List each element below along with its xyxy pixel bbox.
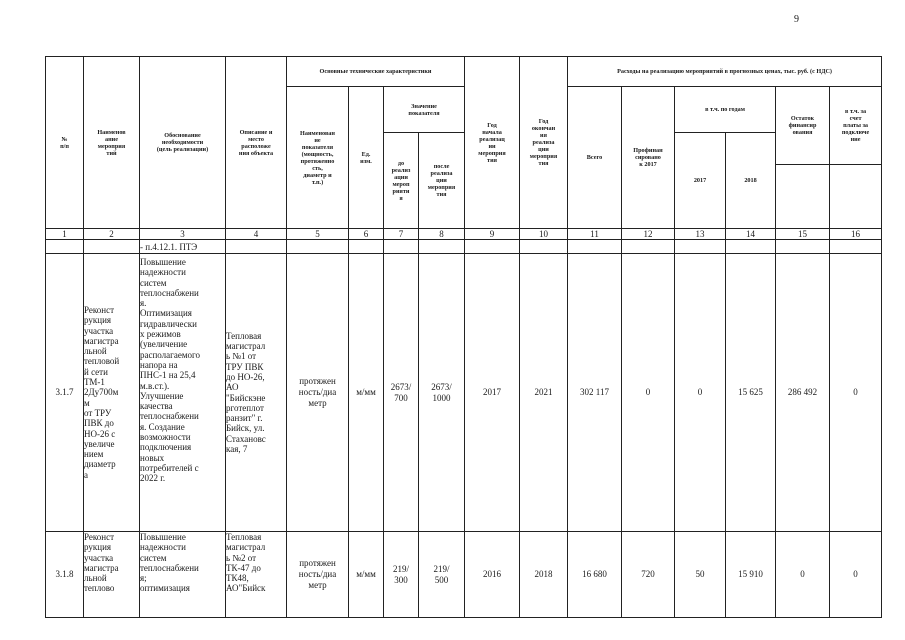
column-numbers-row [46,229,882,240]
column-number: 6 [349,229,384,240]
header-financed: Профинан сировано к 2017 [622,87,675,229]
header-remaining-fill [776,165,830,229]
indicator-name: протяжен ность/диа метр [287,254,349,532]
total-cost: 16 680 [568,532,622,618]
column-number: 3 [140,229,226,240]
cost-2017: 50 [675,532,726,618]
connection-fee: 0 [830,532,882,618]
indicator-name: протяжен ность/диа метр [287,532,349,618]
table-row [46,254,882,532]
measure-name: Реконст рукция участка магистра льной тепловой й сети ТМ-1 2Ду700м м от ТРУ ПВК до НО-26 с увеличе нием диаметр а [84,254,140,532]
measure-justification: Повышение надежности систем теплоснабжени я; оптимизация [140,532,226,618]
financed-amount: 720 [622,532,675,618]
column-number: 2 [84,229,140,240]
total-cost: 302 117 [568,254,622,532]
start-year: 2016 [465,532,520,618]
unit: м/мм [349,254,384,532]
header-year-2017: 2017 [675,133,726,229]
header-justification: Обоснование необходимости (цель реализации) [140,57,226,229]
carry-over-text: - п.4.12.1. ПТЭ [140,240,226,254]
header-tech-characteristics: Основные технические характеристики [287,57,465,87]
row-number: 3.1.7 [46,254,84,532]
investment-program-table [45,56,882,618]
empty-cell [675,240,726,254]
cost-2018: 15 910 [726,532,776,618]
remaining-financing: 286 492 [776,254,830,532]
header-by-years: в т.ч. по годам [675,87,776,133]
header-num: № п/п [46,57,84,229]
column-number: 14 [726,229,776,240]
header-year-2018: 2018 [726,133,776,229]
value-after: 219/ 500 [419,532,465,618]
column-number: 13 [675,229,726,240]
object-description: Тепловая магистрал ь №1 от ТРУ ПВК до НО-26, АО "Бийскэне рготеплот ранзит" г. Бийск, ул. Стахановс кая, 7 [226,254,287,532]
empty-cell [84,240,140,254]
page-number: 9 [794,14,799,25]
cost-2018: 15 625 [726,254,776,532]
column-number: 8 [419,229,465,240]
empty-cell [520,240,568,254]
value-before: 2673/ 700 [384,254,419,532]
empty-cell [46,240,84,254]
object-description: Тепловая магистрал ь №2 от ТК-47 до ТК48, АО"Бийск [226,532,287,618]
header-value-after: после реализа ции мероприя тия [419,133,465,229]
empty-cell [568,240,622,254]
unit: м/мм [349,532,384,618]
start-year: 2017 [465,254,520,532]
value-after: 2673/ 1000 [419,254,465,532]
column-number: 10 [520,229,568,240]
column-number: 9 [465,229,520,240]
empty-cell [419,240,465,254]
column-number: 12 [622,229,675,240]
connection-fee: 0 [830,254,882,532]
empty-cell [384,240,419,254]
value-before: 219/ 300 [384,532,419,618]
empty-cell [465,240,520,254]
measure-name: Реконст рукция участка магистра льной теплово [84,532,140,618]
header-unit: Ед. изм. [349,87,384,229]
header-name: Наименов ание мероприя тий [84,57,140,229]
empty-cell [622,240,675,254]
measure-justification: Повышение надежности систем теплоснабжени я. Оптимизация гидравлически х режимов (увеличение располагаемого напора на ПНС-1 на 25,4 м.в.ст.). Улучшение качества теплоснабжени я. Создание возможности подключения новых потребителей с 2022 г. [140,254,226,532]
column-number: 5 [287,229,349,240]
header-total: Всего [568,87,622,229]
header-indicator-name: Наименован ие показателя (мощность, протяженно сть, диаметр и т.п.) [287,87,349,229]
header-description: Описание и место расположе ния объекта [226,57,287,229]
empty-cell [349,240,384,254]
column-number: 11 [568,229,622,240]
end-year: 2021 [520,254,568,532]
column-number: 15 [776,229,830,240]
header-connection-fee: в т.ч. за счет платы за подключе ние [830,87,882,165]
header-remaining: Остаток финансир ования [776,87,830,165]
column-number: 1 [46,229,84,240]
row-number: 3.1.8 [46,532,84,618]
empty-cell [830,240,882,254]
end-year: 2018 [520,532,568,618]
financed-amount: 0 [622,254,675,532]
column-number: 7 [384,229,419,240]
carry-over-row [46,240,882,254]
column-number: 4 [226,229,287,240]
header-costs: Расходы на реализацию мероприятий в прогнозных ценах, тыс. руб. (с НДС) [568,57,882,87]
table-row [46,532,882,618]
empty-cell [226,240,287,254]
header-fee-fill [830,165,882,229]
header-end-year: Год окончан ия реализа ции мероприя тия [520,57,568,229]
empty-cell [726,240,776,254]
remaining-financing: 0 [776,532,830,618]
column-number: 16 [830,229,882,240]
empty-cell [776,240,830,254]
empty-cell [287,240,349,254]
cost-2017: 0 [675,254,726,532]
header-value: Значение показателя [384,87,465,133]
header-value-before: до реализ ации мероп рияти я [384,133,419,229]
header-start-year: Год начала реализац ии мероприя тия [465,57,520,229]
